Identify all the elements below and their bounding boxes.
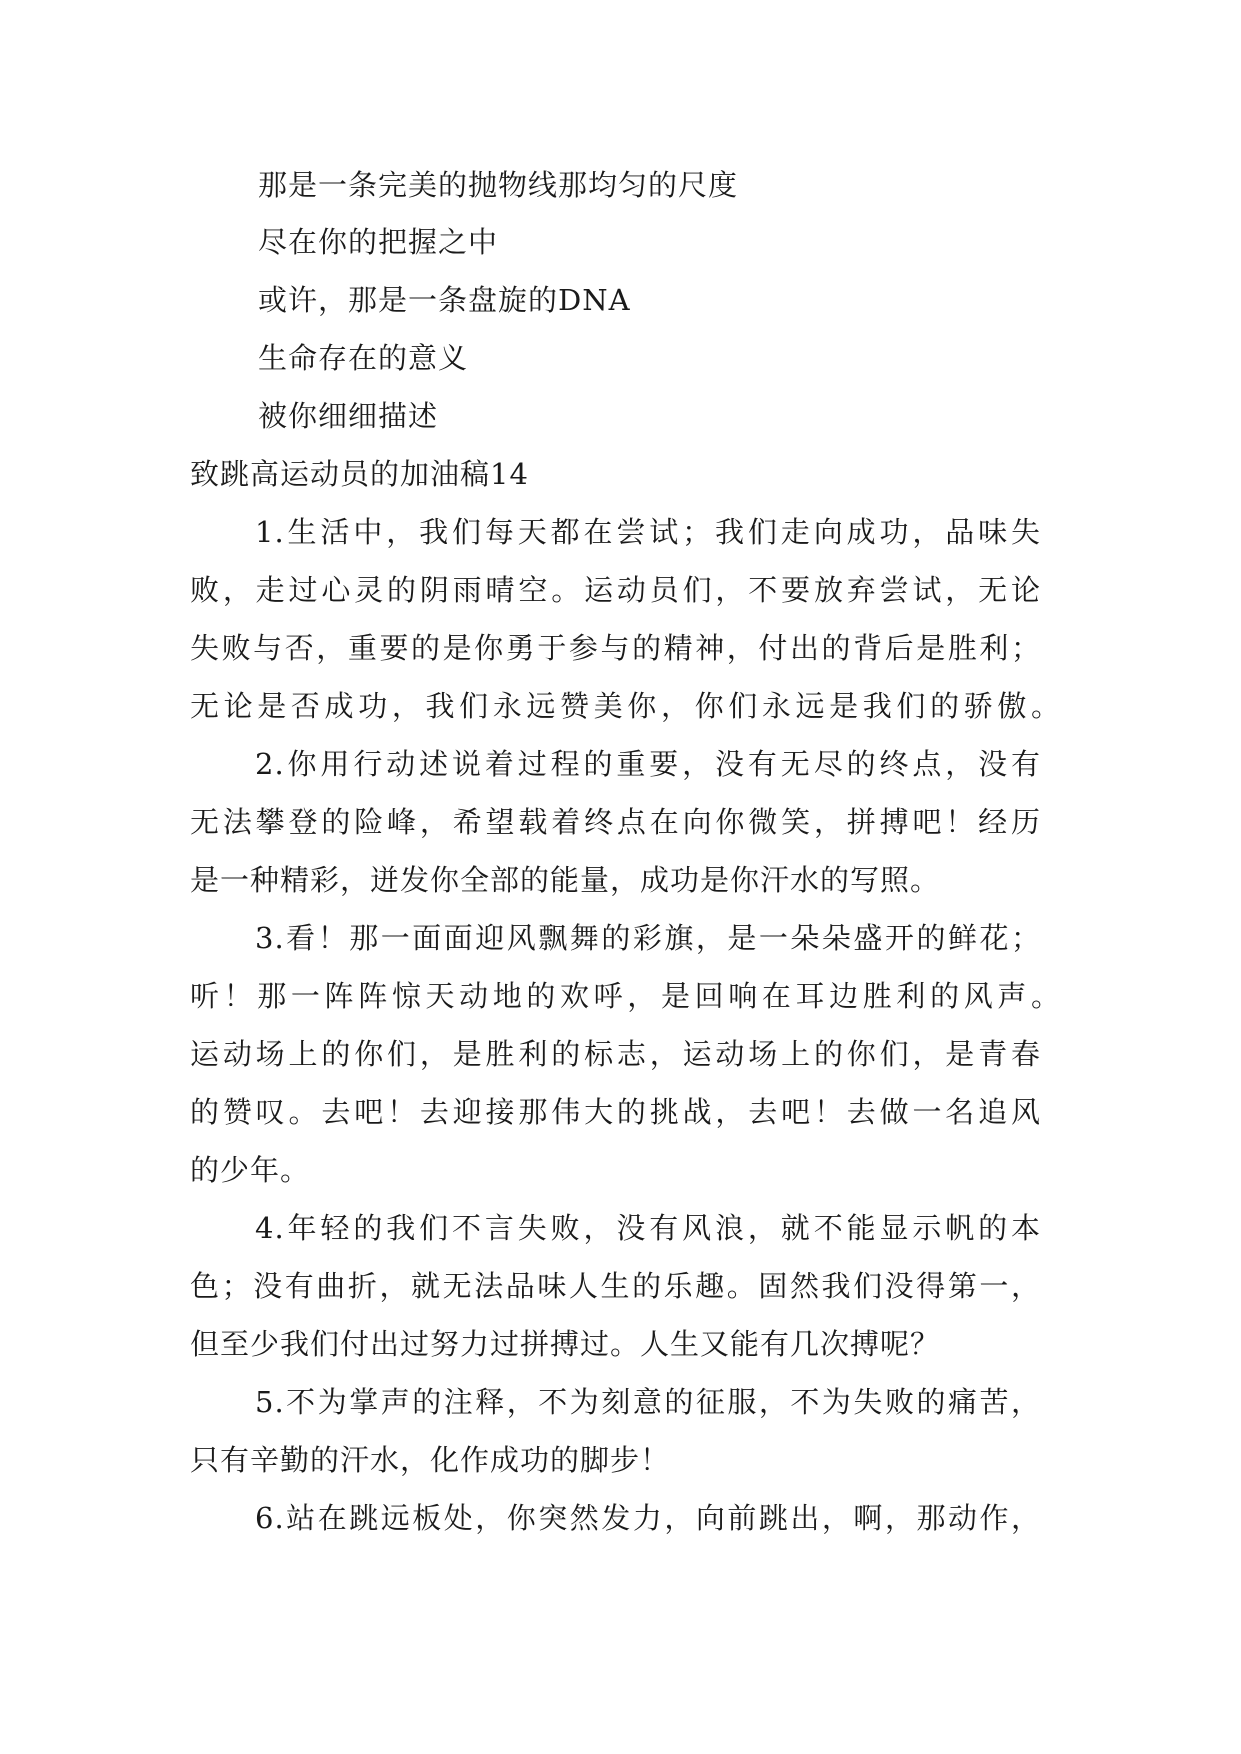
paragraph-line: 3.看！那一面面迎风飘舞的彩旗，是一朵朵盛开的鲜花； [255, 921, 1041, 955]
paragraph-line: 6.站在跳远板处，你突然发力，向前跳出，啊，那动作， [255, 1501, 1041, 1535]
section-heading: 致跳高运动员的加油稿14 [190, 457, 529, 491]
paragraph-line: 但至少我们付出过努力过拼搏过。人生又能有几次搏呢？ [190, 1327, 941, 1361]
paragraph-line: 失败与否，重要的是你勇于参与的精神，付出的背后是胜利； [190, 631, 1041, 665]
paragraph-line: 只有辛勤的汗水，化作成功的脚步！ [190, 1443, 671, 1477]
poem-line: 那是一条完美的抛物线那均匀的尺度 [258, 168, 739, 202]
poem-line: 或许，那是一条盘旋的DNA [258, 283, 631, 317]
paragraph-line: 5.不为掌声的注释，不为刻意的征服，不为失败的痛苦， [255, 1385, 1041, 1419]
poem-line: 被你细细描述 [258, 399, 439, 433]
paragraph-line: 败，走过心灵的阴雨晴空。运动员们，不要放弃尝试，无论 [190, 573, 1041, 607]
paragraph-line: 1.生活中，我们每天都在尝试；我们走向成功，品味失 [255, 515, 1041, 549]
paragraph-line: 是一种精彩，迸发你全部的能量，成功是你汗水的写照。 [190, 863, 941, 897]
paragraph-line: 的赞叹。去吧！去迎接那伟大的挑战，去吧！去做一名追风 [190, 1095, 1041, 1129]
poem-line: 生命存在的意义 [258, 341, 469, 375]
paragraph-line: 无法攀登的险峰，希望载着终点在向你微笑，拼搏吧！经历 [190, 805, 1041, 839]
paragraph-line: 2.你用行动述说着过程的重要，没有无尽的终点，没有 [255, 747, 1041, 781]
paragraph-line: 色；没有曲折，就无法品味人生的乐趣。固然我们没得第一， [190, 1269, 1041, 1303]
paragraph-line: 无论是否成功，我们永远赞美你，你们永远是我们的骄傲。 [190, 689, 1061, 723]
paragraph-line: 运动场上的你们，是胜利的标志，运动场上的你们，是青春 [190, 1037, 1041, 1071]
paragraph-line: 4.年轻的我们不言失败，没有风浪，就不能显示帆的本 [255, 1211, 1041, 1245]
poem-line: 尽在你的把握之中 [258, 225, 499, 259]
paragraph-line: 的少年。 [190, 1153, 311, 1187]
paragraph-line: 听！那一阵阵惊天动地的欢呼，是回响在耳边胜利的风声。 [190, 979, 1061, 1013]
